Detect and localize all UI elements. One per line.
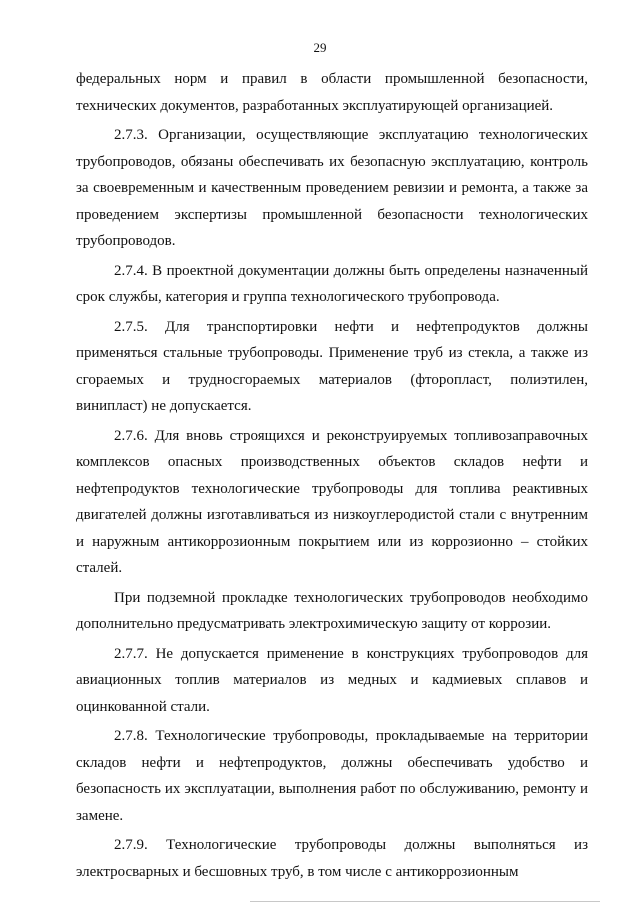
paragraph-continuation: федеральных норм и правил в области промышленной безопасности, технических документов, разработанных эксплуатирующей организацией. (76, 71, 588, 114)
page-number: 29 (313, 40, 327, 55)
paragraph-2-7-3: 2.7.3. Организации, осуществляющие эксплуатацию технологических трубопроводов, обязаны обеспечивать их безопасную эксплуатацию, контроль за своевременным и качественным проведением ревизии и ремонта, а также за проведением экспертизы промышленной безопасности технологических трубопроводов. (76, 127, 588, 249)
paragraph-2-7-7: 2.7.7. Не допускается применение в конструкциях трубопроводов для авиационных топлив материалов из медных и кадмиевых сплавов и оцинкованной стали. (76, 645, 588, 715)
document-body (76, 66, 588, 888)
paragraph-2-7-9: 2.7.9. Технологические трубопроводы должны выполняться из электросварных и бесшовных труб, в том числе с антикоррозионным (76, 837, 588, 880)
paragraph-2-7-5: 2.7.5. Для транспортировки нефти и нефтепродуктов должны применяться стальные трубопроводы. Применение труб из стекла, а также из сгораемых и трудносгораемых материалов (фторопласт, полиэтилен, винипласт) не допускается. (76, 318, 588, 414)
paragraph-underground-laying: При подземной прокладке технологических трубопроводов необходимо дополнительно предусматривать электрохимическую защиту от коррозии. (76, 589, 588, 632)
paragraph-2-7-8: 2.7.8. Технологические трубопроводы, прокладываемые на территории складов нефти и нефтепродуктов, должны обеспечивать удобство и безопасность их эксплуатации, выполнения работ по обслуживанию, ремонту и замене. (76, 728, 588, 824)
paragraph-2-7-6: 2.7.6. Для вновь строящихся и реконструируемых топливозаправочных комплексов опасных производственных объектов складов нефти и нефтепродуктов технологические трубопроводы для топлива реактивных двигателей должны изготавливаться из низкоуглеродистой стали с внутренним и наружным антикоррозионным покрытием или из коррозионно – стойких сталей. (76, 427, 588, 576)
page-bottom-edge (250, 901, 600, 902)
paragraph-2-7-4: 2.7.4. В проектной документации должны быть определены назначенный срок службы, категория и группа технологического трубопровода. (76, 262, 588, 305)
